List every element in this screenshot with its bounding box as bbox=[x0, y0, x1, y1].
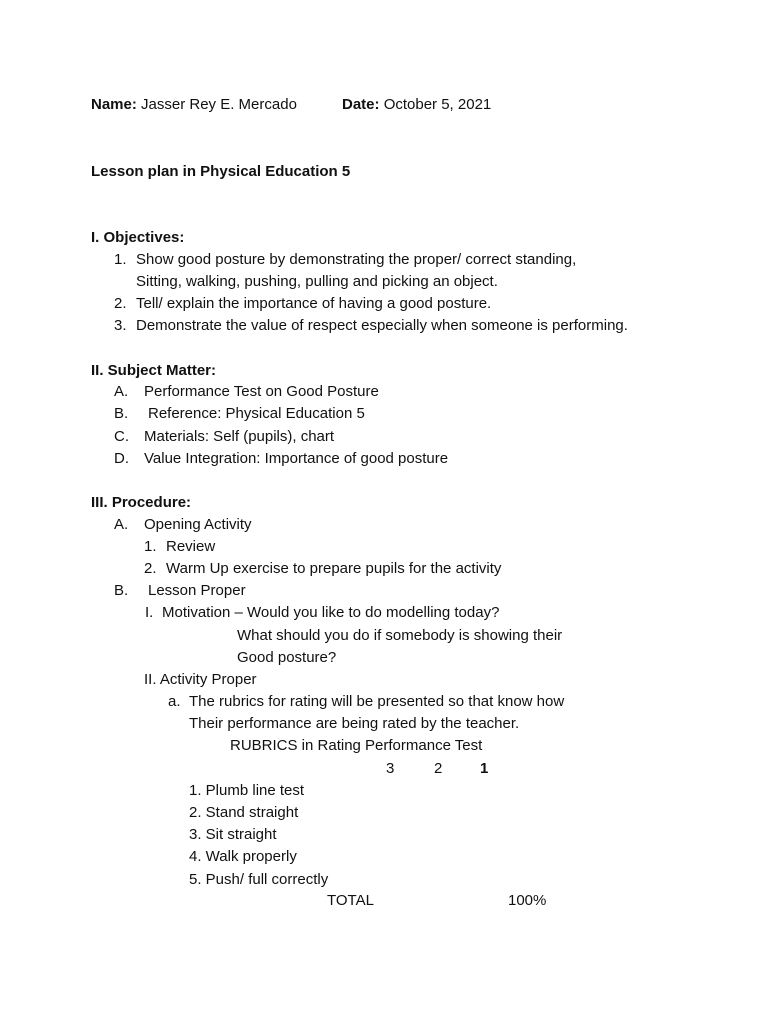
rubric-criterion-5: 5. Push/ full correctly bbox=[189, 871, 329, 888]
subject-a-text: Performance Test on Good Posture bbox=[144, 383, 379, 400]
subject-d-text: Value Integration: Importance of good posture bbox=[144, 450, 449, 467]
motivation-marker: I. bbox=[145, 604, 154, 621]
rubrics-title: RUBRICS in Rating Performance Test bbox=[230, 737, 483, 754]
activity-item-line-1: The rubrics for rating will be presented so that know how bbox=[189, 693, 565, 710]
opening-step-2-text: Warm Up exercise to prepare pupils for the activity bbox=[166, 560, 502, 577]
objective-3-marker: 3. bbox=[114, 317, 127, 334]
objective-3-line-1: Demonstrate the value of respect especially when someone is performing. bbox=[136, 317, 628, 334]
motivation-text: Motivation – Would you like to do modelling today? bbox=[162, 604, 500, 621]
document-title: Lesson plan in Physical Education 5 bbox=[91, 163, 351, 180]
motivation-continuation-1: What should you do if somebody is showing their bbox=[237, 627, 563, 644]
subject-a-marker: A. bbox=[114, 383, 129, 400]
name-value: Jasser Rey E. Mercado bbox=[141, 96, 297, 113]
date-value: October 5, 2021 bbox=[383, 96, 492, 113]
objective-2-marker: 2. bbox=[114, 295, 127, 312]
objective-1-marker: 1. bbox=[114, 251, 127, 268]
motivation-continuation-2: Good posture? bbox=[237, 649, 337, 666]
opening-step-1-marker: 1. bbox=[144, 538, 157, 555]
rubric-criterion-4: 4. Walk properly bbox=[189, 848, 297, 865]
subject-b-marker: B. bbox=[114, 405, 129, 422]
rubric-score-2: 2 bbox=[434, 760, 443, 777]
date-label: Date: bbox=[342, 96, 380, 113]
procedure-a-text: Opening Activity bbox=[144, 516, 252, 533]
rubric-score-1: 1 bbox=[480, 760, 489, 777]
opening-step-2-marker: 2. bbox=[144, 560, 157, 577]
subject-matter-heading: II. Subject Matter: bbox=[91, 362, 217, 379]
name-label: Name: bbox=[91, 96, 137, 113]
procedure-a-marker: A. bbox=[114, 516, 129, 533]
activity-item-line-2: Their performance are being rated by the teacher. bbox=[189, 715, 520, 732]
rubric-score-3: 3 bbox=[386, 760, 395, 777]
procedure-heading: III. Procedure: bbox=[91, 494, 192, 511]
rubric-total-value: 100% bbox=[508, 892, 547, 909]
header-date bbox=[342, 95, 491, 115]
objective-2-line-1: Tell/ explain the importance of having a good posture. bbox=[136, 295, 492, 312]
subject-c-text: Materials: Self (pupils), chart bbox=[144, 428, 335, 445]
rubric-total-label: TOTAL bbox=[327, 892, 374, 909]
objective-1-line-2: Sitting, walking, pushing, pulling and picking an object. bbox=[136, 273, 498, 290]
header-name bbox=[91, 95, 297, 115]
opening-step-1-text: Review bbox=[166, 538, 216, 555]
objectives-heading: I. Objectives: bbox=[91, 229, 185, 246]
rubric-criterion-3: 3. Sit straight bbox=[189, 826, 277, 843]
procedure-b-marker: B. bbox=[114, 582, 129, 599]
objective-1-line-1: Show good posture by demonstrating the proper/ correct standing, bbox=[136, 251, 577, 268]
subject-d-marker: D. bbox=[114, 450, 129, 467]
procedure-b-text: Lesson Proper bbox=[148, 582, 246, 599]
activity-proper-label: II. Activity Proper bbox=[144, 671, 257, 688]
rubric-criterion-2: 2. Stand straight bbox=[189, 804, 299, 821]
subject-c-marker: C. bbox=[114, 428, 129, 445]
rubric-criterion-1: 1. Plumb line test bbox=[189, 782, 305, 799]
activity-item-marker: a. bbox=[168, 693, 181, 710]
subject-b-text: Reference: Physical Education 5 bbox=[148, 405, 365, 422]
